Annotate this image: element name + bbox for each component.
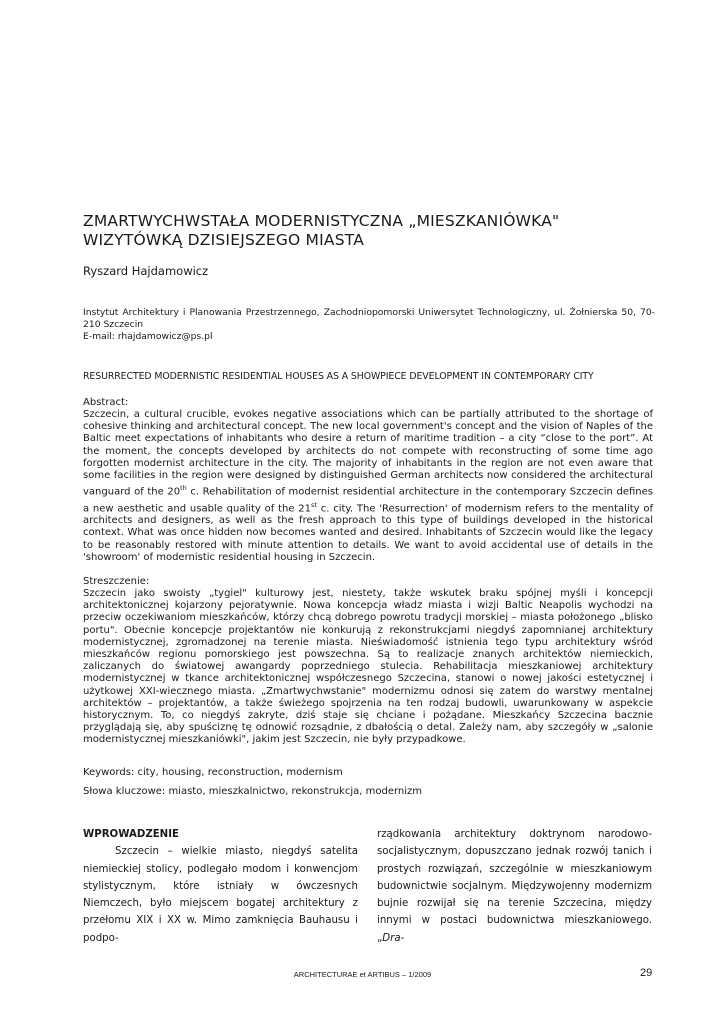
journal-footer: ARCHITECTURAE et ARTIBUS – 1/2009: [293, 970, 432, 979]
abstract-text-part-2: c. Rehabilitation of modernist residential architecture in the contemporary Szczecin defines a new aesthetic and usable quality of the 21: [83, 486, 653, 515]
author-email: E-mail: rhajdamowicz@ps.pl: [83, 331, 213, 342]
section-heading: WPROWADZENIE: [83, 829, 179, 840]
abstract-body: [83, 409, 653, 564]
affiliation-block: [83, 307, 655, 343]
keywords-line: Keywords: city, housing, reconstruction, modernism: [83, 767, 343, 778]
author-name: Ryszard Hajdamowicz: [83, 264, 209, 278]
abstract-superscript-th: th: [180, 484, 187, 493]
body-column-right: [377, 826, 652, 947]
slowa-kluczowe-line: Słowa kluczowe: miasto, mieszkalnictwo, rekonstrukcja, modernizm: [83, 786, 423, 797]
abstract-text-part-3: c. city. The 'Resurrection' of modernism refers to the mentality of architects and designers, as well as the fresh approach to this type of buildings developed in the historical context. What was once hidden now becomes wanted and desired. Inhabitants of Szczecin would like the legacy to be reasonably restored with minute attention to details. We want to avoid accidental use of details in the 'showroom' of modernistic residential housing in Szczecin.: [83, 503, 654, 563]
affiliation-text: Instytut Architektury i Planowania Przestrzennego, Zachodniopomorski Uniwersytet Technologiczny, ul. Żołnierska 50, 70-210 Szczecin: [83, 307, 655, 330]
body-italic-fragment: Dra-: [382, 932, 405, 944]
english-title: RESURRECTED MODERNISTIC RESIDENTIAL HOUSES AS A SHOWPIECE DEVELOPMENT IN CONTEMPORARY CITY: [83, 371, 594, 382]
article-title: ZMARTWYCHWSTAŁA MODERNISTYCZNA „MIESZKANIÓWKA" WIZYTÓWKĄ DZISIEJSZEGO MIASTA: [83, 212, 560, 249]
page-number: 29: [640, 967, 653, 979]
streszczenie-heading: Streszczenie:: [83, 576, 150, 587]
abstract-text-part-1: Szczecin, a cultural crucible, evokes negative associations which can be partially attributed to the shortage of cohesive thinking and architectural concept. The new local government's concept and the vision of Naples of the Baltic meet expectations of inhabitants who desire a return of maritime tradition – a city “close to the port”. At the moment, the concepts developed by architects do not compete with reconstructing of some time ago forgotten modernist architecture in the city. The majority of inhabitants in the region are not even aware that some facilities in the region were designed by distinguished German architects now considered the architectural vanguard of the 20: [83, 409, 653, 498]
body-paragraph-left: Szczecin – wielkie miasto, niegdyś satelita niemieckiej stolicy, podlegało modom i konwencjom stylistycznym, które istniały w ówczesnych Niemczech, było miejscem bogatej architektury z przełomu XIX i XX w. Mimo zamknięcia Bauhausu i podpo-: [83, 846, 358, 944]
abstract-heading: Abstract:: [83, 397, 129, 408]
body-paragraph-right: rządkowania architektury doktrynom narodowo-socjalistycznym, dopuszczano jednak rozwój tanich i prostych rozwiązań, szczególnie w mieszkaniowym budownictwie socjalnym. Międzywojenny modernizm bujnie rozwijał się na terenie Szczecina, między innymi w postaci budownictwa mieszkaniowego. „: [377, 829, 652, 944]
abstract-superscript-st: st: [311, 500, 317, 509]
streszczenie-body: Szczecin jako swoisty „tygiel" kulturowy jest, niestety, także wskutek braku spójnej myśli i koncepcji architektonicznej kojarzony pejoratywnie. Nowa koncepcja władz miasta i wizji Baltic Neapolis wychodzi na przeciw oczekiwaniom mieszkańców, którzy chcą dobrego powrotu tradycji morskiej – miasta położonego „blisko portu". Obecnie koncepcje projektantów nie konkurują z rekonstrukcjami niegdyś zapomnianej architektury modernistycznej, zgromadzonej na terenie miasta. Nieświadomość istnienia tego typu architektury wśród mieszkańców regionu pomorskiego jest powszechna. Są to realizacje znanych architektów niemieckich, zaliczanych do światowej awangardy poprzedniego stulecia. Rehabilitacja mieszkaniowej architektury modernistycznej w tkance architektonicznej współczesnego Szczecina, stanowi o nowej jakości estetycznej i użytkowej XXI-wiecznego miasta. „Zmartwychwstanie" modernizmu odnosi się zatem do warstwy mentalnej architektów – projektantów, a także świeżego spojrzenia na ten rodzaj budowli, uwarunkowany w aspekcie historycznym. To, co niegdyś zakryte, dziś staje się chciane i pożądane. Mieszkańcy Szczecina bacznie przyglądają się, aby spuściznę tę odnowić rozsądnie, z dbałością o detal. Zależy nam, aby szczegóły w „salonie modernistycznej mieszkaniówki", jakim jest Szczecin, nie były przypadkowe.: [83, 588, 653, 746]
body-column-left: [83, 826, 358, 947]
